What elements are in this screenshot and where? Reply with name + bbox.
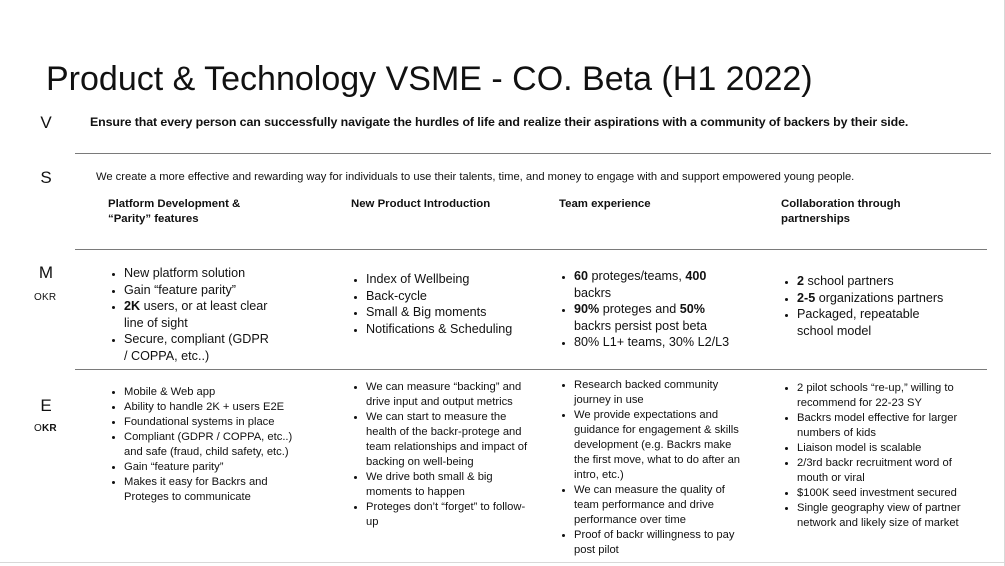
execution-item: • We drive both small & big moments to happen — [366, 470, 534, 500]
okr-prefix: O — [34, 292, 42, 303]
measure-item — [574, 301, 744, 334]
measure-text: Packaged, repeatable school model — [797, 307, 920, 338]
measure-item — [574, 334, 744, 351]
measure-item — [366, 304, 526, 321]
measure-text: Index of Wellbeing — [366, 272, 470, 286]
measures-collaboration — [777, 273, 947, 339]
measure-item — [124, 265, 274, 282]
measure-item — [366, 271, 526, 288]
measures-list — [777, 273, 947, 339]
column-heading-new-product — [351, 197, 541, 212]
row-label-measures: M — [38, 263, 54, 282]
execution-item: • 2 pilot schools “re-up,” willing to recommend for 22-23 SY — [797, 381, 969, 411]
measures-list — [554, 268, 744, 351]
execution-item: • Compliant (GDPR / COPPA, etc..) and safe (fraud, child safety, etc.) — [124, 430, 299, 460]
measure-text: Notifications & Scheduling — [366, 321, 513, 336]
measure-text: backrs — [574, 285, 612, 300]
measure-item — [797, 306, 947, 339]
execution-item: • We can start to measure the health of the backr-protege and team relationships and impact of backing on well-being — [366, 410, 534, 470]
page-title: Product & Technology VSME - CO. Beta (H1 2022) — [46, 60, 813, 98]
measure-text: proteges/teams, — [588, 269, 686, 283]
row-label-execution: E — [40, 396, 52, 415]
measure-text: backrs persist post beta — [574, 318, 707, 333]
okr-prefix: O — [34, 423, 42, 434]
execution-item: • Proof of backr willingness to pay post pilot — [574, 528, 746, 558]
column-heading-team-experience — [559, 197, 749, 212]
execution-item: • 2/3rd backr recruitment word of mouth or viral — [797, 456, 969, 486]
column-heading-collaboration — [781, 197, 981, 227]
execution-item: • Single geography view of partner network and likely size of market — [797, 501, 969, 531]
execution-item: • Research backed community journey in use — [574, 378, 746, 408]
execution-list — [554, 378, 746, 558]
measure-item — [366, 321, 526, 338]
measure-text: Gain “feature parity” — [124, 282, 236, 297]
execution-item: • Foundational systems in place — [124, 415, 299, 430]
heading-line: “Parity” features — [108, 213, 199, 225]
execution-item: • Gain “feature parity” — [124, 460, 299, 475]
measure-text: 2-5 — [797, 290, 816, 305]
measure-text: 50% — [679, 302, 705, 317]
okr-kr: KR — [41, 423, 57, 434]
measure-text: 400 — [685, 269, 707, 283]
measure-text: 80% L1+ teams, 30% L2/L3 — [574, 335, 730, 350]
measure-text: 2K — [124, 299, 141, 314]
execution-team-experience — [554, 378, 746, 558]
divider-strategy — [75, 249, 987, 250]
measure-text: 60 — [574, 269, 589, 283]
execution-new-product — [346, 380, 534, 530]
measure-text: proteges and — [599, 302, 680, 317]
strategy-statement: We create a more effective and rewarding way for individuals to use their talents, time, and money to engage with and support empowered young people. — [96, 171, 855, 183]
okr-label-measures — [34, 292, 56, 303]
measure-item — [797, 273, 947, 290]
vision-statement: Ensure that every person can successfully navigate the hurdles of life and realize their aspirations with a community of backers by their side. — [90, 115, 909, 129]
measure-item — [574, 268, 744, 301]
measure-item — [124, 298, 274, 331]
execution-item: • Makes it easy for Backrs and Proteges to communicate — [124, 475, 299, 505]
divider-measures — [75, 369, 987, 370]
measure-text: users, or at least clear line of sight — [124, 299, 268, 330]
measure-item — [797, 290, 947, 307]
column-heading-platform — [108, 197, 308, 227]
execution-platform — [104, 385, 299, 505]
execution-item: • Ability to handle 2K + users E2E — [124, 400, 299, 415]
measure-text: Secure, compliant (GDPR / COPPA, etc..) — [124, 332, 269, 363]
heading-line: Collaboration through — [781, 198, 901, 210]
row-label-vision: V — [40, 113, 52, 132]
row-label-strategy: S — [40, 168, 52, 187]
slide-bottom-border — [0, 562, 1005, 563]
okr-kr: KR — [41, 292, 57, 303]
measure-text: 90% — [574, 302, 600, 317]
heading-line: Platform Development & — [108, 198, 241, 210]
okr-label-execution — [34, 423, 57, 434]
heading-line: partnerships — [781, 213, 850, 225]
measures-new-product — [346, 271, 526, 337]
measure-item — [124, 331, 274, 364]
divider-vision — [75, 153, 991, 154]
execution-item: • We provide expectations and guidance for engagement & skills development (e.g. Backrs make the first move, what to do after an intro, etc.) — [574, 408, 746, 483]
execution-list — [346, 380, 534, 530]
measure-text: New platform solution — [124, 266, 246, 280]
measure-text: organizations partners — [815, 290, 944, 305]
measure-item — [124, 282, 274, 299]
measures-platform — [104, 265, 274, 365]
measures-list — [346, 271, 526, 337]
measures-list — [104, 265, 274, 365]
heading-line: New Product Introduction — [351, 198, 491, 210]
execution-list — [777, 381, 969, 531]
execution-item: • Backrs model effective for larger numbers of kids — [797, 411, 969, 441]
execution-list — [104, 385, 299, 505]
execution-collaboration — [777, 381, 969, 531]
execution-item: • We can measure “backing” and drive input and output metrics — [366, 380, 534, 410]
execution-item: • Liaison model is scalable — [797, 441, 969, 456]
execution-item: • Mobile & Web app — [124, 385, 299, 400]
execution-item: • $100K seed investment secured — [797, 486, 969, 501]
measure-text: Back-cycle — [366, 288, 427, 303]
measure-text: Small & Big moments — [366, 305, 487, 320]
measure-text: school partners — [804, 274, 894, 288]
execution-item: • Proteges don’t “forget” to follow-up — [366, 500, 534, 530]
measure-text: 2 — [797, 274, 805, 288]
execution-item: • We can measure the quality of team performance and drive performance over time — [574, 483, 746, 528]
measure-item — [366, 288, 526, 305]
heading-line: Team experience — [559, 198, 651, 210]
measures-team-experience — [554, 268, 744, 351]
